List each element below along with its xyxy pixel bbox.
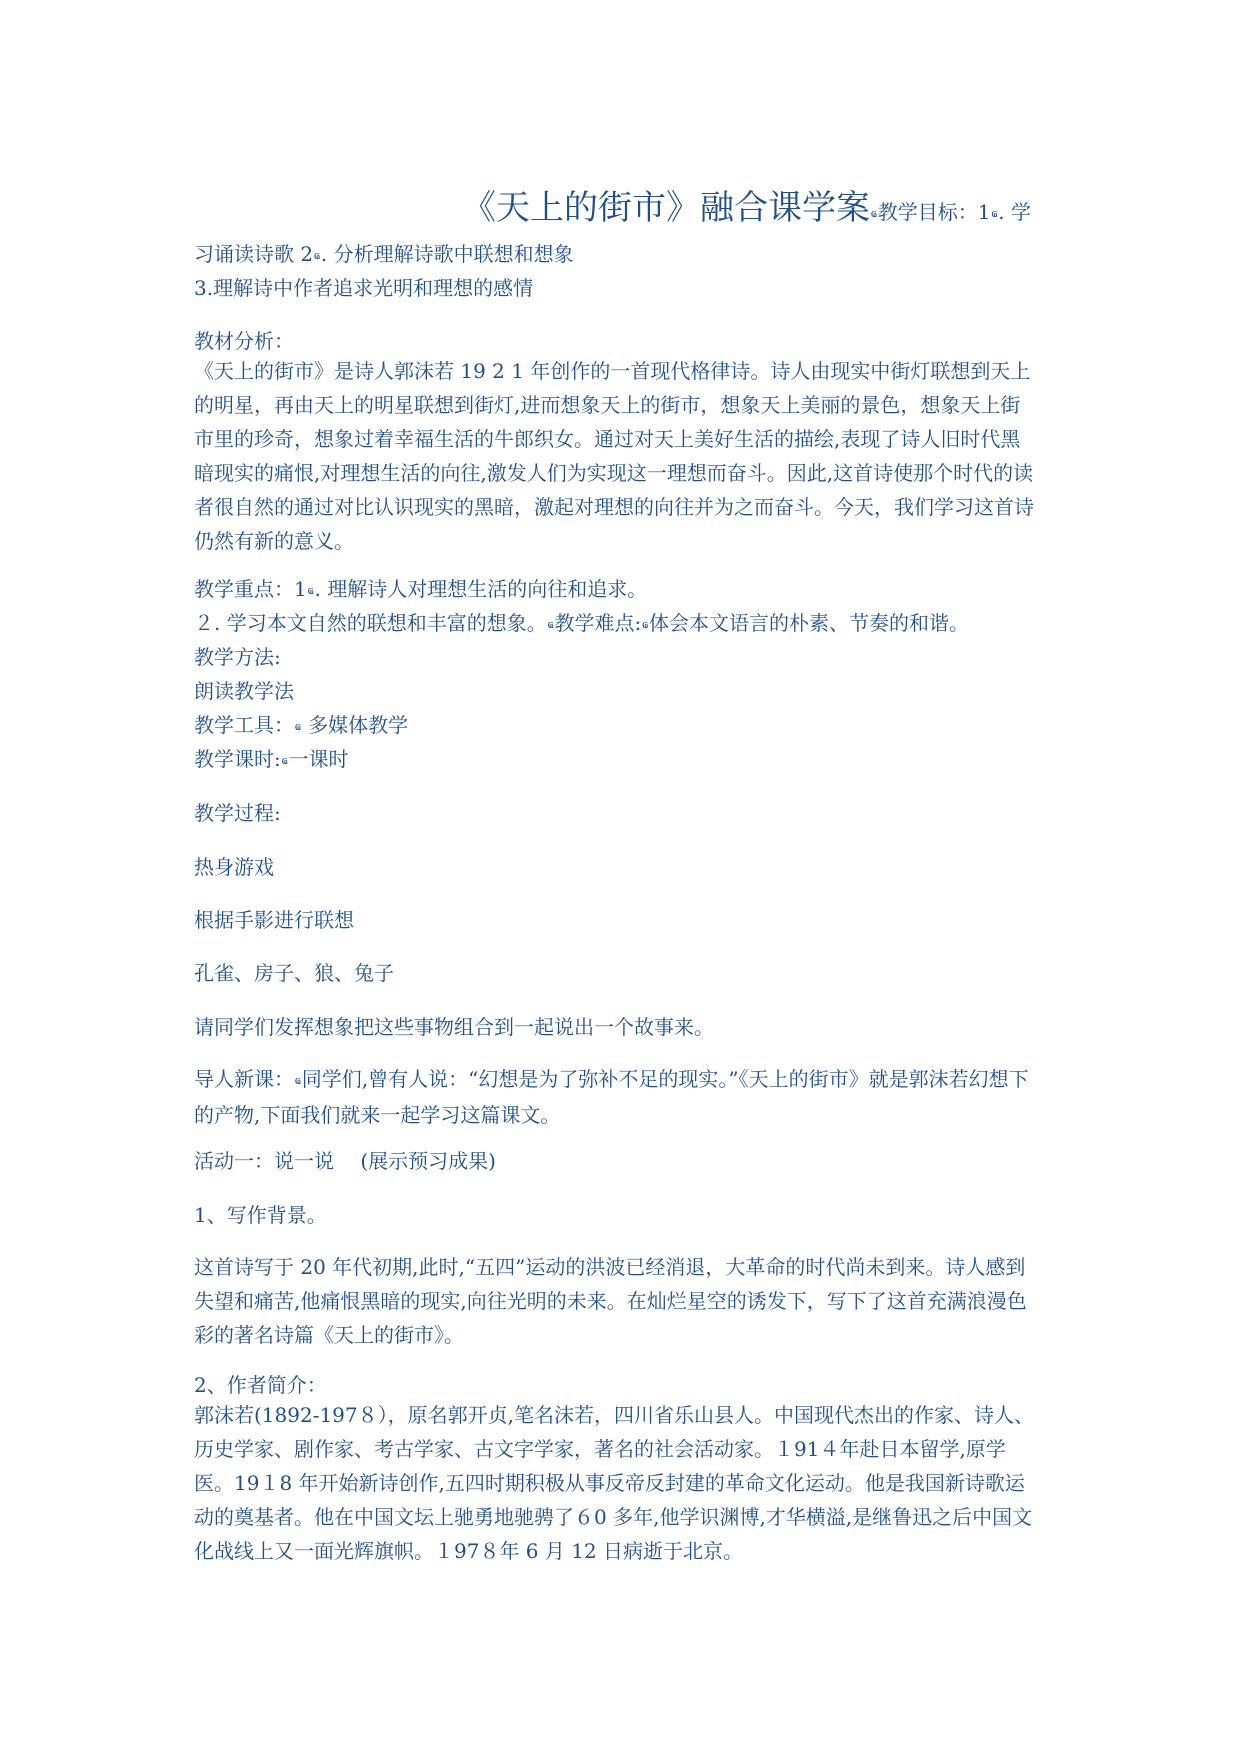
warmup-items: 孔雀、房子、狼、兔子 <box>194 961 394 985</box>
material-body: 《天上的街市》是诗人郭沫若 19 2 1 年创作的一首现代格律诗。诗人由现实中街灯联想到天上的明星，再由天上的明星联想到街灯,进而想象天上的街市，想象天上美丽的景色，想象天上街市里的珍奇，想象过着幸福生活的牛郎织女。通过对天上美好生活的描绘,表现了诗人旧时代黑暗现实的痛恨,对理想生活的向往,激发人们为实现这一理想而奋斗。因此,这首诗使那个时代的读者很自然的通过对比认识现实的黑暗，激起对理想的向往并为之而奋斗。今天，我们学习这首诗仍然有新的意义。 <box>194 359 1034 553</box>
format-mark-icon: ҩ <box>547 617 554 632</box>
format-mark-icon: ҩ <box>991 206 998 221</box>
difficulty-text: 体会本文语言的朴素、节奏的和谐。 <box>649 611 970 635</box>
format-mark-icon: ҩ <box>307 583 314 598</box>
tools-line <box>194 712 408 740</box>
goal-1-text: 习诵读诗歌 2 <box>194 242 314 266</box>
warmup-heading: 热身游戏 <box>194 855 274 879</box>
format-mark-icon: ҩ <box>871 206 877 221</box>
title-line <box>462 188 1031 234</box>
format-mark-icon: ҩ <box>642 617 649 632</box>
intro-label: 导人新课： <box>194 1067 294 1091</box>
goal-2-text: . 分析理解诗歌中联想和想象 <box>320 242 574 266</box>
document-title: 《天上的街市》融合课学案 <box>462 188 870 228</box>
activity-1-heading: 活动一：说一说 (展示预习成果) <box>194 1149 496 1173</box>
key-point-2: ２. 学习本文自然的联想和丰富的想象。 <box>194 611 547 635</box>
hours-label: 教学课时: <box>194 747 281 771</box>
format-mark-icon: ҩ <box>295 1073 301 1088</box>
difficulty-label: 教学难点: <box>554 611 642 635</box>
intro-paragraph <box>194 1062 1042 1132</box>
author-heading: 2、作者简介： <box>194 1373 327 1397</box>
intro-body: 同学们,曾有人说：“幻想是为了弥补不足的现实。”《天上的街市》就是郭沫若幻想下的产物,下面我们就来一起学习这篇课文。 <box>194 1067 1029 1127</box>
format-mark-icon: ҩ <box>281 753 288 768</box>
goals-label-tail: . 学 <box>998 200 1032 224</box>
key-points-label: 教学重点：1 <box>194 577 307 601</box>
format-mark-icon: ҩ <box>295 719 301 734</box>
key-points-line-2 <box>194 610 969 638</box>
background-body: 这首诗写于 20 年代初期,此时,“五四”运动的洪波已经消退，大革命的时代尚未到来。诗人感到失望和痛苦,他痛恨黑暗的现实,向往光明的未来。在灿烂星空的诱发下，写下了这首充满浪漫色彩的著名诗篇《天上的街市》。 <box>194 1255 1027 1347</box>
format-mark-icon: ҩ <box>314 248 320 263</box>
hours-line <box>194 746 349 774</box>
key-point-1: . 理解诗人对理想生活的向往和追求。 <box>314 577 648 601</box>
tools-value: 多媒体教学 <box>301 713 409 737</box>
process-heading: 教学过程: <box>194 801 281 825</box>
goals-label: 教学目标：1 <box>877 200 991 224</box>
tools-label: 教学工具： <box>194 713 294 737</box>
background-heading: 1、写作背景。 <box>194 1203 327 1227</box>
method-heading: 教学方法: <box>194 645 281 669</box>
goals-line-2: 3.理解诗中作者追求光明和理想的感情 <box>194 276 534 300</box>
warmup-description: 根据手影进行联想 <box>194 908 354 932</box>
author-body: 郭沫若(1892-197８），原名郭开贞,笔名沫若，四川省乐山县人。中国现代杰出的作家、诗人、历史学家、剧作家、考古学家、古文字学家，著名的社会活动家。１91４年赴日本留学,原学医。19１8 年开始新诗创作,五四时期积极从事反帝反封建的革命文化运动。他是我国新诗歌运动的奠基者。他在中国文坛上驰勇地驰骋了６0 多年,他学识渊博,才华横溢,是继鲁迅之后中国文化战线上又一面光辉旗帜。１97８年 6 月 12 日病逝于北京。 <box>194 1403 1034 1563</box>
key-points-line-1 <box>194 576 647 604</box>
goals-line-1 <box>194 241 574 269</box>
method-value: 朗读教学法 <box>194 679 294 703</box>
warmup-prompt: 请同学们发挥想象把这些事物组合到一起说出一个故事来。 <box>194 1015 714 1039</box>
material-heading: 教材分析： <box>194 329 294 353</box>
hours-value: 一课时 <box>288 747 349 771</box>
